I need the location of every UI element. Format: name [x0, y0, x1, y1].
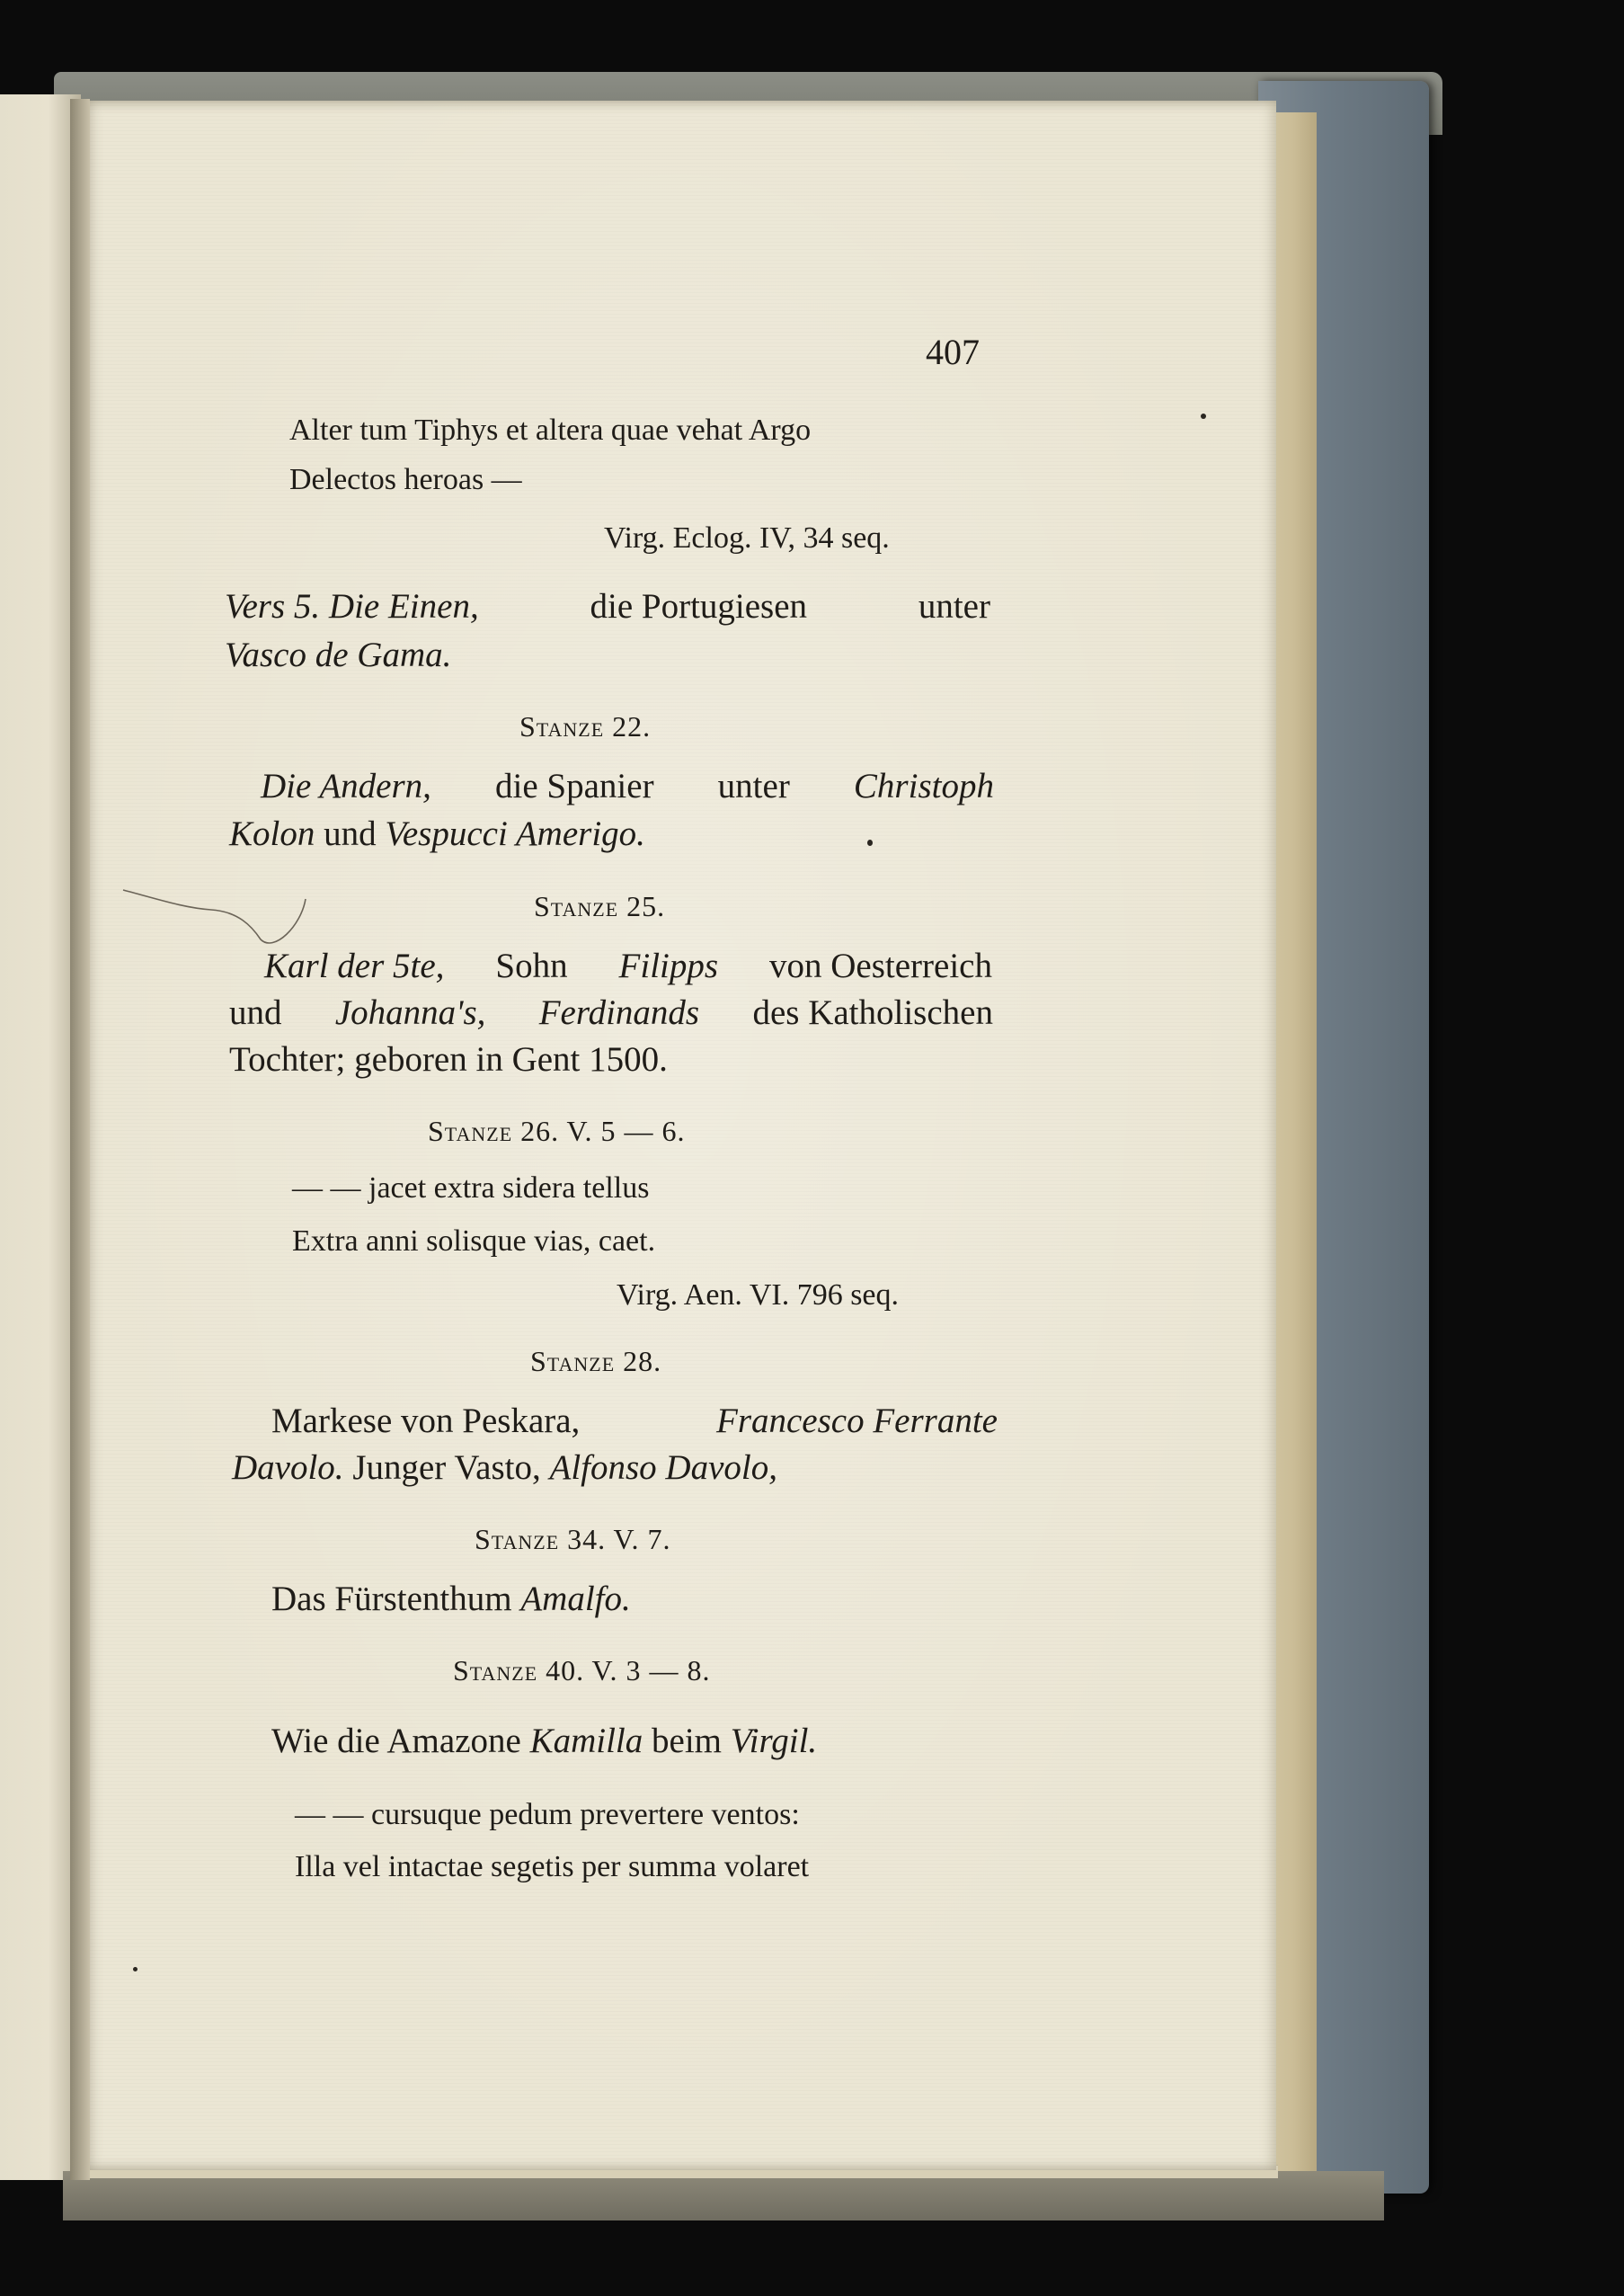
text-line: Vasco de Gama. — [225, 636, 452, 674]
text-line — [264, 946, 992, 986]
text-line — [229, 814, 645, 854]
text-fragment: Wie die Amazone — [271, 1722, 521, 1760]
text-fragment: Junger Vasto, — [352, 1448, 541, 1487]
verse-line: — — jacet extra sidera tellus — [292, 1171, 650, 1205]
text-fragment: Karl der 5te, — [264, 947, 445, 985]
text-line — [271, 1721, 817, 1761]
text-fragment: Alfonso Davolo, — [549, 1448, 777, 1487]
verse-line: Illa vel intactae segetis per summa volaret — [295, 1850, 810, 1883]
citation: Virg. Aen. VI. 796 seq. — [617, 1278, 900, 1312]
text-fragment: die Spanier — [495, 767, 654, 805]
text-line — [271, 1401, 998, 1441]
text-fragment: Christoph — [853, 767, 994, 805]
text-fragment: unter — [717, 767, 790, 805]
text-fragment: beim — [652, 1722, 722, 1760]
text-fragment: Kolon — [229, 814, 315, 853]
text-fragment: Sohn — [495, 947, 568, 985]
text-fragment: Die Andern, — [261, 767, 431, 805]
text-fragment: und — [229, 993, 282, 1032]
cover-board-bottom — [63, 2171, 1384, 2220]
text-fragment: Virgil. — [730, 1722, 818, 1760]
text-fragment: Vers 5. Die Einen, — [225, 587, 479, 626]
page-gutter — [70, 99, 90, 2180]
ink-speck — [867, 840, 873, 846]
section-heading: Stanze 25. — [534, 890, 666, 922]
text-fragment: Filipps — [618, 947, 719, 985]
text-line — [261, 766, 994, 806]
text-line: Tochter; geboren in Gent 1500. — [229, 1040, 668, 1079]
text-fragment: und — [324, 814, 377, 853]
text-fragment: Amalfo. — [520, 1580, 631, 1618]
page-number: 407 — [926, 332, 980, 372]
verse-line: — — cursuque pedum prevertere ventos: — [295, 1798, 800, 1831]
ink-speck — [133, 1967, 138, 1971]
text-fragment: Vespucci Amerigo. — [385, 814, 645, 853]
section-heading: Stanze 26. V. 5 — 6. — [428, 1115, 686, 1147]
verse-line: Alter tum Tiphys et altera quae vehat Argo — [289, 414, 812, 447]
text-fragment: von Oesterreich — [769, 947, 992, 985]
ink-speck — [1201, 414, 1206, 419]
text-fragment: Markese von Peskara, — [271, 1402, 581, 1440]
text-fragment: unter — [918, 587, 990, 626]
text-fragment: Kamilla — [529, 1722, 643, 1760]
verse-line: Extra anni solisque vias, caet. — [292, 1224, 656, 1258]
verse-line: Delectos heroas — — [289, 463, 522, 496]
text-fragment: Das Fürstenthum — [271, 1580, 512, 1618]
text-line — [232, 1447, 777, 1488]
text-fragment: die Portugiesen — [590, 587, 808, 626]
citation: Virg. Eclog. IV, 34 seq. — [604, 521, 890, 555]
section-heading: Stanze 28. — [530, 1345, 662, 1377]
text-line — [271, 1579, 631, 1619]
text-fragment: des Katholischen — [752, 993, 993, 1032]
text-fragment: Johanna's, — [334, 993, 486, 1032]
section-heading: Stanze 22. — [519, 710, 652, 743]
text-line — [229, 992, 993, 1033]
text-fragment: Davolo. — [232, 1448, 344, 1487]
text-fragment: Francesco Ferrante — [716, 1402, 998, 1440]
text-fragment: Ferdinands — [538, 993, 700, 1032]
section-heading: Stanze 34. V. 7. — [475, 1523, 671, 1555]
text-line — [225, 586, 990, 627]
section-heading: Stanze 40. V. 3 — 8. — [453, 1654, 711, 1686]
left-page-strip — [0, 94, 81, 2180]
